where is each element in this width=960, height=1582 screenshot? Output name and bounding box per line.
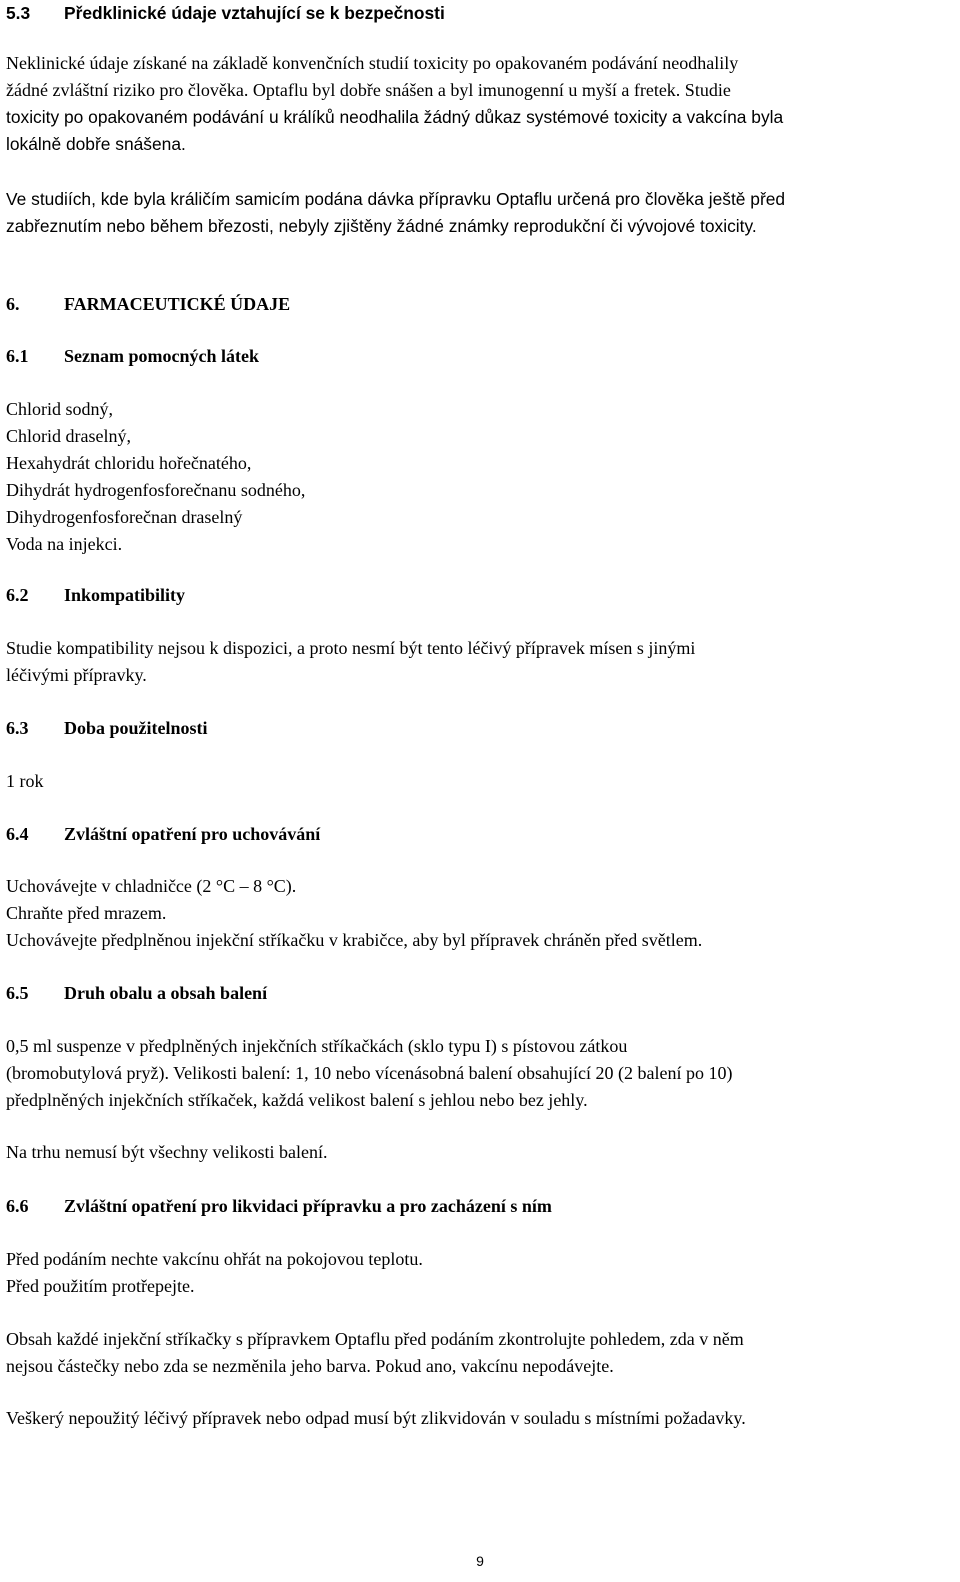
section-title: Inkompatibility [64,585,186,605]
section-heading [6,582,951,609]
text-line: Studie kompatibility nejsou k dispozici, a proto nesmí být tento léčivý přípravek mísen s jinými [6,638,696,658]
text-line: Uchovávejte předplněnou injekční stříkačku v krabičce, aby byl přípravek chráněn před světlem. [6,930,703,950]
paragraph-inspection [6,1326,951,1380]
text-line: Na trhu nemusí být všechny velikosti balení. [6,1142,328,1162]
section-title: Předklinické údaje vztahující se k bezpečnosti [64,3,445,23]
section-heading [6,1193,951,1220]
text-line: lokálně dobře snášena. [6,134,186,154]
text-line: toxicity po opakovaném podávání u králíků neodhalila žádný důkaz systémové toxicity a vakcína byla [6,107,784,127]
section-title: Seznam pomocných látek [64,346,259,366]
section-heading [6,0,951,27]
text-line: Uchovávejte v chladničce (2 °C – 8 °C). [6,876,297,896]
section-6-5 [6,980,951,1007]
text-line: Před použitím protřepejte. [6,1276,195,1296]
section-number: 6.2 [6,585,29,605]
paragraph-incompatibility [6,635,951,689]
paragraph-reproduction [6,186,951,240]
paragraph-disposal [6,1405,951,1432]
paragraph-pack-sizes [6,1139,951,1166]
text-line: Před podáním nechte vakcínu ohřát na pokojovou teplotu. [6,1249,423,1269]
section-6-6 [6,1193,951,1220]
text-line: (bromobutylová pryž). Velikosti balení: 1, 10 nebo vícenásobná balení obsahující 20 (2 balení po 10) [6,1063,733,1083]
section-heading [6,980,951,1007]
section-number: 6.1 [6,346,29,366]
text-line: 1 rok [6,771,44,791]
list-item: Voda na injekci. [6,534,123,554]
paragraph-container [6,1033,951,1114]
section-6-1 [6,343,951,370]
text-line: žádné zvláštní riziko pro člověka. Optaflu byl dobře snášen a byl imunogenní u myší a fretek. Studie [6,80,731,100]
list-item: Dihydrát hydrogenfosforečnanu sodného, [6,480,306,500]
section-number: 6.3 [6,718,29,738]
section-6-3 [6,715,951,742]
page-number: 9 [476,1553,484,1569]
list-item: Chlorid sodný, [6,399,114,419]
section-number: 6.5 [6,983,29,1003]
section-5-3 [6,0,951,27]
list-item: Hexahydrát chloridu hořečnatého, [6,453,252,473]
section-title: Druh obalu a obsah balení [64,983,268,1003]
text-line: 0,5 ml suspenze v předplněných injekčních stříkačkách (sklo typu I) s pístovou zátkou [6,1036,628,1056]
paragraph-preparation [6,1246,951,1300]
section-number: 6.6 [6,1196,29,1216]
section-6-2 [6,582,951,609]
section-heading [6,715,951,742]
section-title: Zvláštní opatření pro likvidaci přípravku a pro zacházení s ním [64,1196,552,1216]
text-line: zabřeznutím nebo během březosti, nebyly zjištěny žádné známky reprodukční či vývojové toxicity. [6,216,757,236]
section-number: 6.4 [6,824,29,844]
paragraph-storage [6,873,951,954]
section-title: FARMACEUTICKÉ ÚDAJE [64,294,291,314]
section-title: Doba použitelnosti [64,718,208,738]
excipient-list [6,396,951,558]
text-line: nejsou částečky nebo zda se nezměnila jeho barva. Pokud ano, vakcínu nepodávejte. [6,1356,614,1376]
text-line: Veškerý nepoužitý léčivý přípravek nebo odpad musí být zlikvidován v souladu s místními požadavky. [6,1408,746,1428]
text-line: léčivými přípravky. [6,665,147,685]
list-item: Chlorid draselný, [6,426,131,446]
section-title: Zvláštní opatření pro uchovávání [64,824,321,844]
text-line: Chraňte před mrazem. [6,903,167,923]
section-heading [6,291,951,318]
text-line: Obsah každé injekční stříkačky s přípravkem Optaflu před podáním zkontrolujte pohledem, zda v něm [6,1329,744,1349]
text-line: Neklinické údaje získané na základě konvenčních studií toxicity po opakovaném podávání neodhalily [6,53,739,73]
section-number: 5.3 [6,3,31,23]
paragraph-nonclinical [6,50,951,158]
text-line: Ve studiích, kde byla králičím samicím podána dávka přípravku Optaflu určená pro člověka ještě před [6,189,786,209]
list-item: Dihydrogenfosforečnan draselný [6,507,243,527]
section-heading [6,821,951,848]
section-number: 6. [6,294,20,314]
section-heading [6,343,951,370]
section-6-4 [6,821,951,848]
text-line: předplněných injekčních stříkaček, každá velikost balení s jehlou nebo bez jehly. [6,1090,588,1110]
section-6 [6,291,951,318]
shelf-life [6,768,951,795]
